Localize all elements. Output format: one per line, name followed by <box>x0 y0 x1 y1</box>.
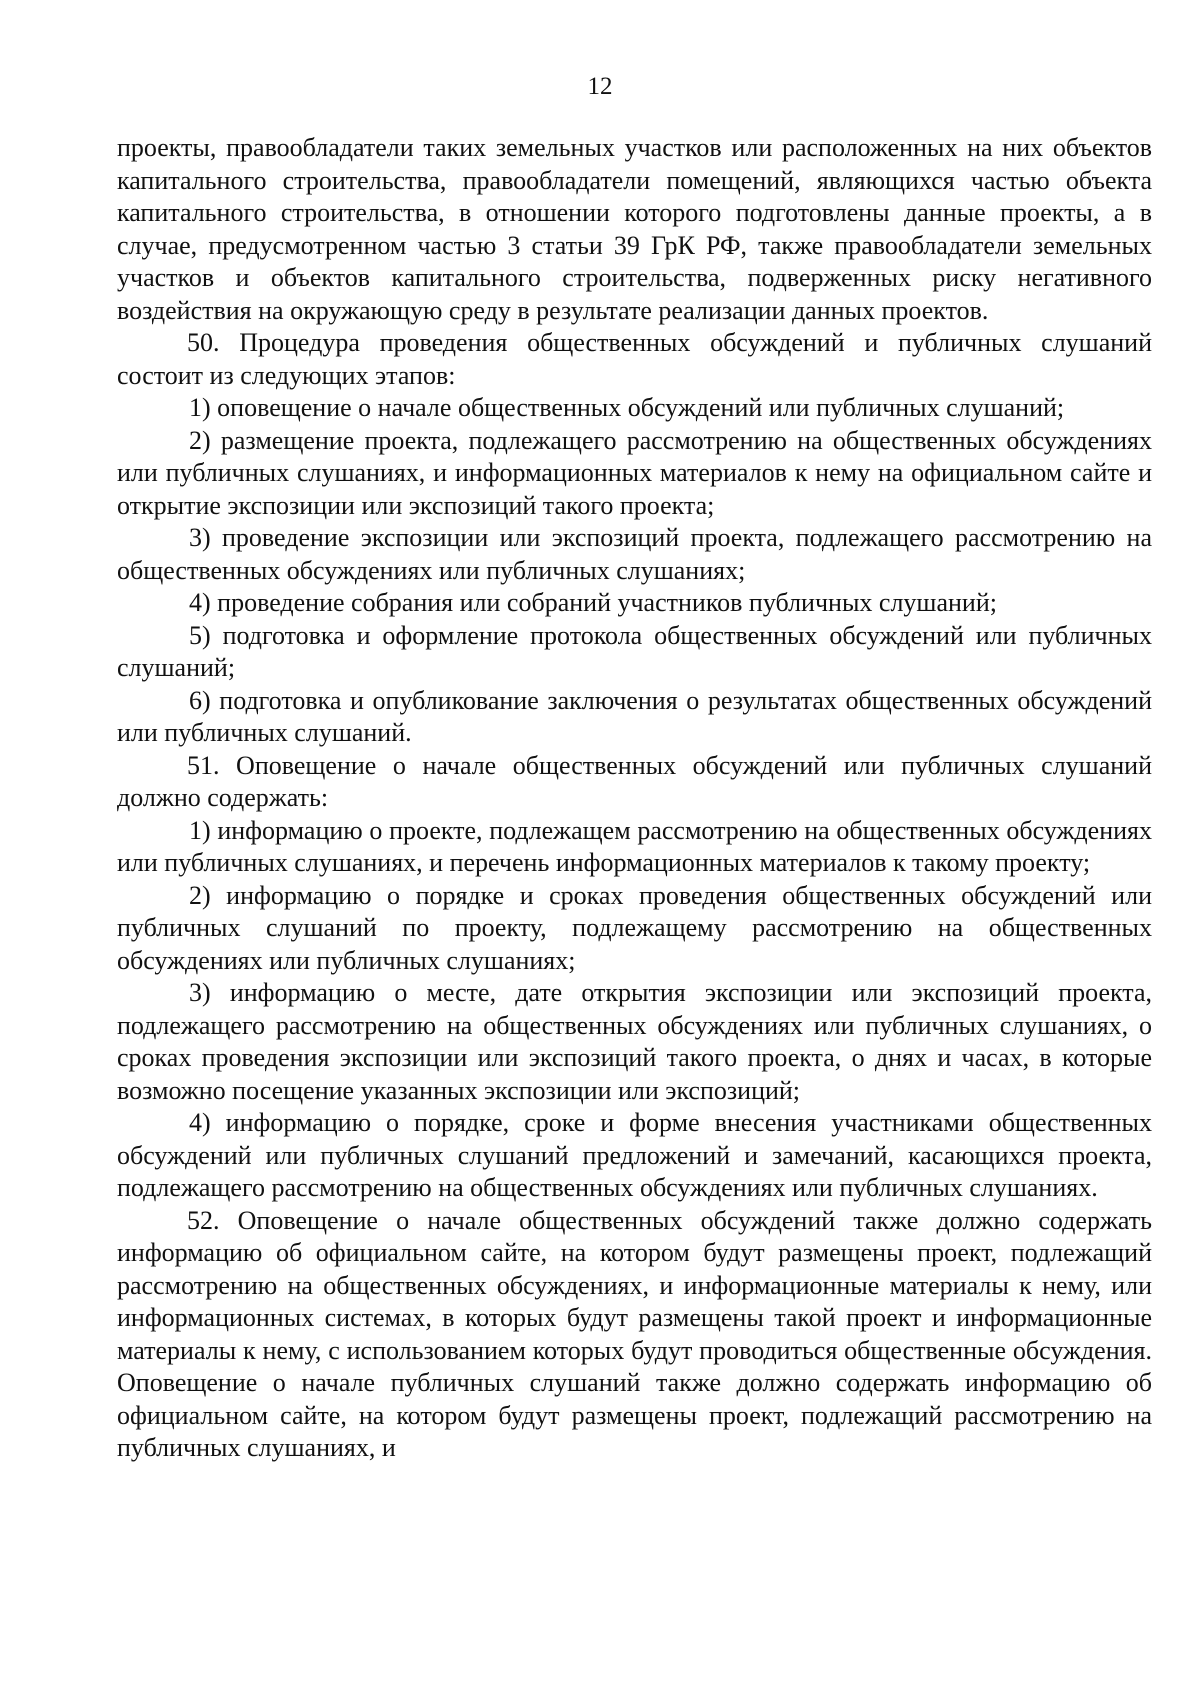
paragraph-continuation: проекты, правообладатели таких земельных участков или расположенных на них объектов капитального строительства, правообладатели помещений, являющихся частью объекта капитального строительства, в отношении которого подготовлены данные проекты, а в случае, предусмотренном частью 3 статьи 39 ГрК РФ, также правообладатели земельных участков и объектов капитального строительства, подверженных риску негативного воздействия на окружающую среду в результате реализации данных проектов. <box>117 133 1152 325</box>
paragraph-51-item-2: 2) информацию о порядке и сроках проведения общественных обсуждений или публичных слушаний по проекту, подлежащему рассмотрению на общественных обсуждениях или публичных слушаниях; <box>117 880 1152 975</box>
paragraph-50-item-2: 2) размещение проекта, подлежащего рассмотрению на общественных обсуждениях или публичных слушаниях, и информационных материалов к нему на официальном сайте и открытие экспозиции или экспозиций такого проекта; <box>117 425 1152 520</box>
paragraph-50: 50. Процедура проведения общественных обсуждений и публичных слушаний состоит из следующих этапов: <box>117 328 1152 390</box>
paragraph-50-item-4: 4) проведение собрания или собраний участников публичных слушаний; <box>189 588 997 617</box>
document-body <box>117 132 1152 1465</box>
paragraph-50-item-3: 3) проведение экспозиции или экспозиций проекта, подлежащего рассмотрению на общественных обсуждениях или публичных слушаниях; <box>117 523 1152 585</box>
paragraph-50-item-5: 5) подготовка и оформление протокола общественных обсуждений или публичных слушаний; <box>117 620 1152 682</box>
page-number: 12 <box>587 73 613 100</box>
paragraph-51-item-3: 3) информацию о месте, дате открытия экспозиции или экспозиций проекта, подлежащего рассмотрению на общественных обсуждениях или публичных слушаниях, о сроках проведения экспозиции или экспозиций такого проекта, о днях и часах, в которые возможно посещение указанных экспозиции или экспозиций; <box>117 978 1152 1105</box>
paragraph-52: 52. Оповещение о начале общественных обсуждений также должно содержать информацию об официальном сайте, на котором будут размещены проект, подлежащий рассмотрению на общественных обсуждениях, и информационные материалы к нему, или информационных системах, в которых будут размещены такой проект и информационные материалы к нему, с использованием которых будут проводиться общественные обсуждения. Оповещение о начале публичных слушаний также должно содержать информацию об официальном сайте, на котором будут размещены проект, подлежащий рассмотрению на публичных слушаниях, и <box>117 1205 1152 1462</box>
paragraph-51: 51. Оповещение о начале общественных обсуждений или публичных слушаний должно содержать: <box>117 750 1152 812</box>
paragraph-51-item-4: 4) информацию о порядке, сроке и форме внесения участниками общественных обсуждений или публичных слушаний предложений и замечаний, касающихся проекта, подлежащего рассмотрению на общественных обсуждениях или публичных слушаниях. <box>117 1108 1152 1202</box>
paragraph-51-item-1: 1) информацию о проекте, подлежащем рассмотрению на общественных обсуждениях или публичных слушаниях, и перечень информационных материалов к такому проекту; <box>117 815 1152 877</box>
paragraph-50-item-6: 6) подготовка и опубликование заключения о результатах общественных обсуждений или публичных слушаний. <box>117 685 1152 747</box>
paragraph-50-item-1: 1) оповещение о начале общественных обсуждений или публичных слушаний; <box>189 393 1065 422</box>
